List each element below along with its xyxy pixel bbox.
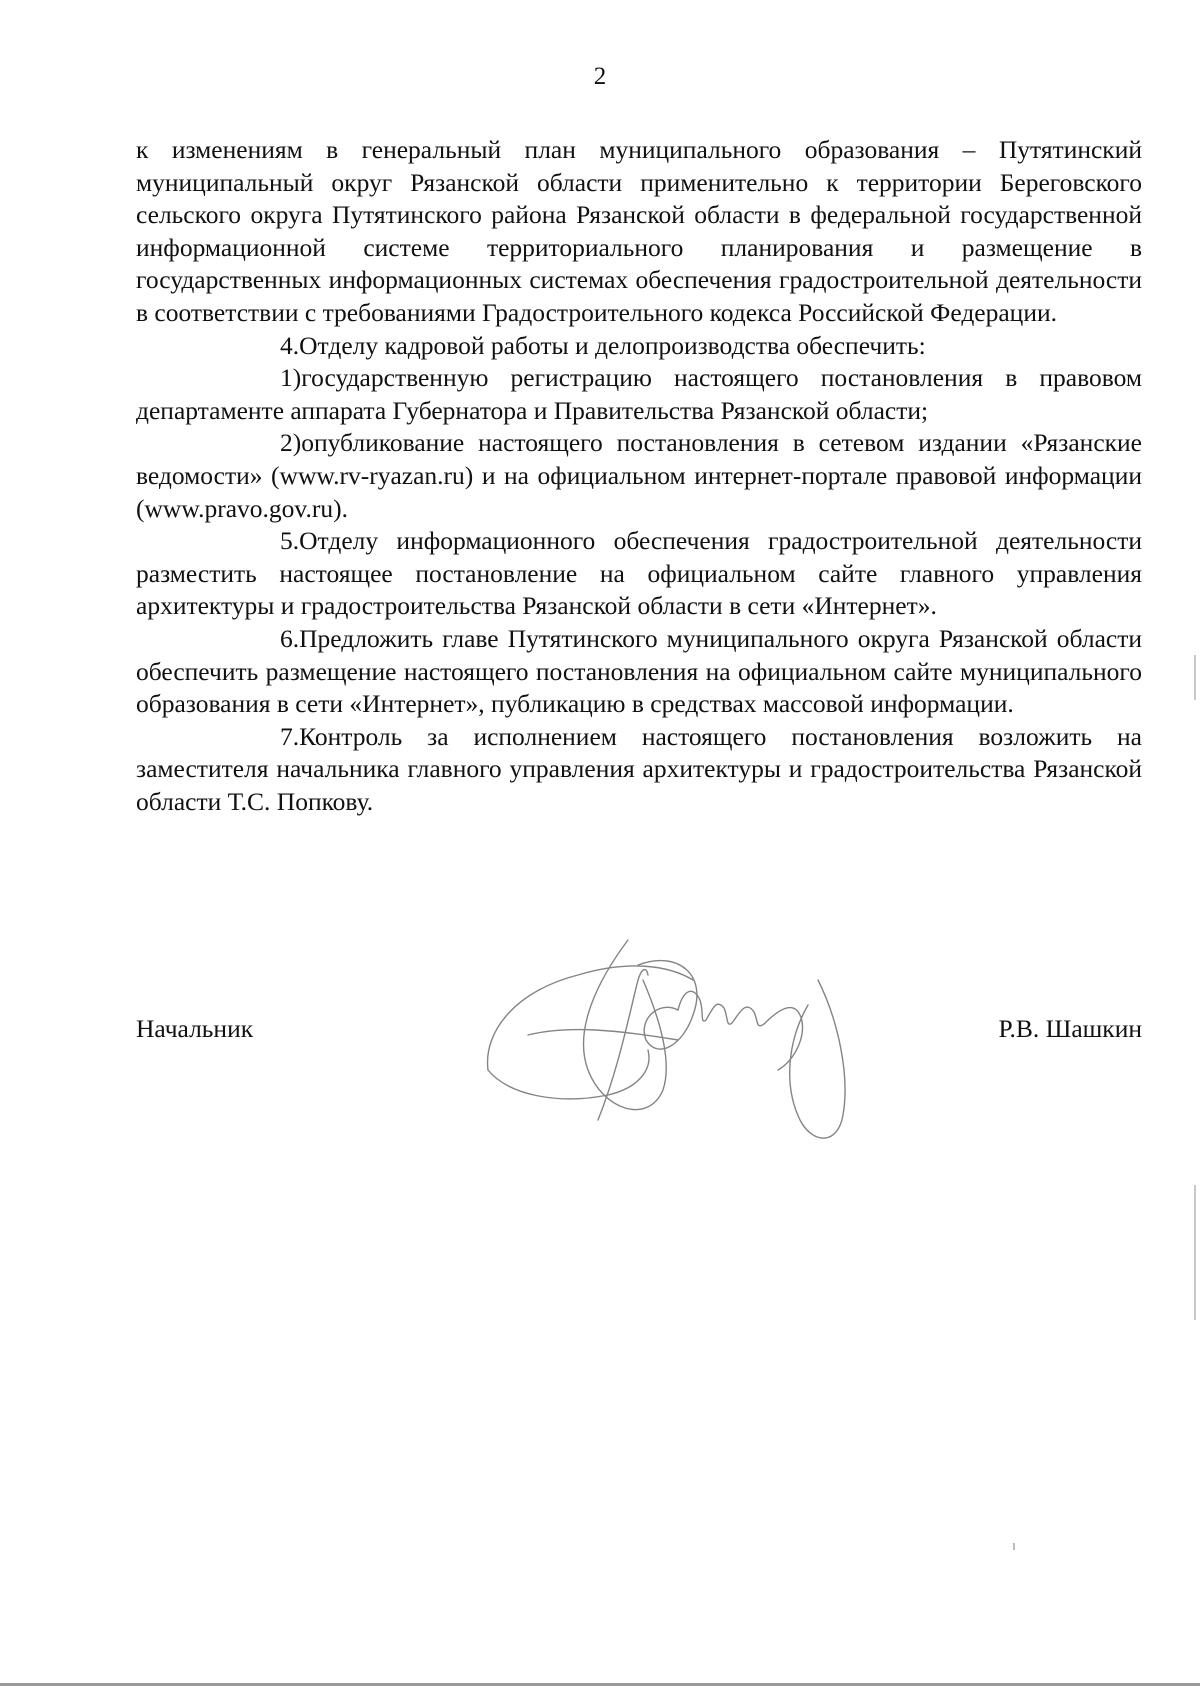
paragraph-item-5 — [136, 525, 1142, 623]
paragraph-subitem-2 — [136, 427, 1142, 525]
paragraph-number: 6. — [280, 623, 300, 653]
paragraph-subitem-1 — [136, 362, 1142, 427]
paragraph-number: 7. — [280, 721, 300, 751]
paragraph-text: опубликование настоящего постановления в сетевом издании «Рязанские ведомости» (www.rv-ryazan.ru) и на официальном интернет-портале правовой информации (www.pravo.gov.ru). — [136, 428, 1142, 523]
paragraph-continuation — [136, 134, 1142, 330]
scan-edge-mark — [1194, 655, 1196, 700]
paragraph-text: к изменениям в генеральный план муниципального образования – Путятинский муниципальный округ Рязанской области применительно к территории Береговского сельского округа Путятинского района Рязанской области в федеральной государственной информационной системе территориального планирования и размещение в государственных информационных системах обеспечения градостроительной деятельности в соответствии с требованиями Градостроительного кодекса Российской Федерации. — [136, 135, 1142, 327]
paragraph-text: Предложить главе Путятинского муниципального округа Рязанской области обеспечить размещение настоящего постановления на официальном сайте муниципального образования в сети «Интернет», публикацию в средствах массовой информации. — [136, 623, 1142, 719]
paragraph-number: 4. — [280, 330, 300, 360]
paragraph-item-6 — [136, 623, 1142, 721]
scan-speck — [1013, 1543, 1015, 1550]
document-body — [136, 134, 1142, 818]
paragraph-text: Отделу информационного обеспечения градостроительной деятельности разместить настоящее постановление на официальном сайте главного управления архитектуры и градостроительства Рязанской области в сети «Интернет». — [136, 526, 1142, 621]
paragraph-number: 1) — [280, 363, 302, 393]
paragraph-text: Контроль за исполнением настоящего постановления возложить на заместителя начальника главного управления архитектуры и градостроительства Рязанской области Т.С. Попкову. — [136, 721, 1142, 816]
signatory-name: Р.В. Шашкин — [998, 1014, 1142, 1043]
scan-edge-mark — [1194, 1185, 1196, 1320]
signatory-title: Начальник — [136, 1014, 254, 1043]
signature-block — [136, 1013, 1142, 1053]
paragraph-text: Отделу кадровой работы и делопроизводства обеспечить: — [299, 330, 926, 360]
paragraph-number: 5. — [280, 526, 300, 556]
paragraph-item-4 — [136, 330, 1142, 363]
scan-edge-bottom — [0, 1683, 1200, 1686]
paragraph-text: государственную регистрацию настоящего постановления в правовом департаменте аппарата Губернатора и Правительства Рязанской области; — [136, 363, 1142, 425]
paragraph-number: 2) — [280, 428, 302, 458]
page-number: 2 — [593, 63, 607, 90]
paragraph-item-7 — [136, 721, 1142, 819]
